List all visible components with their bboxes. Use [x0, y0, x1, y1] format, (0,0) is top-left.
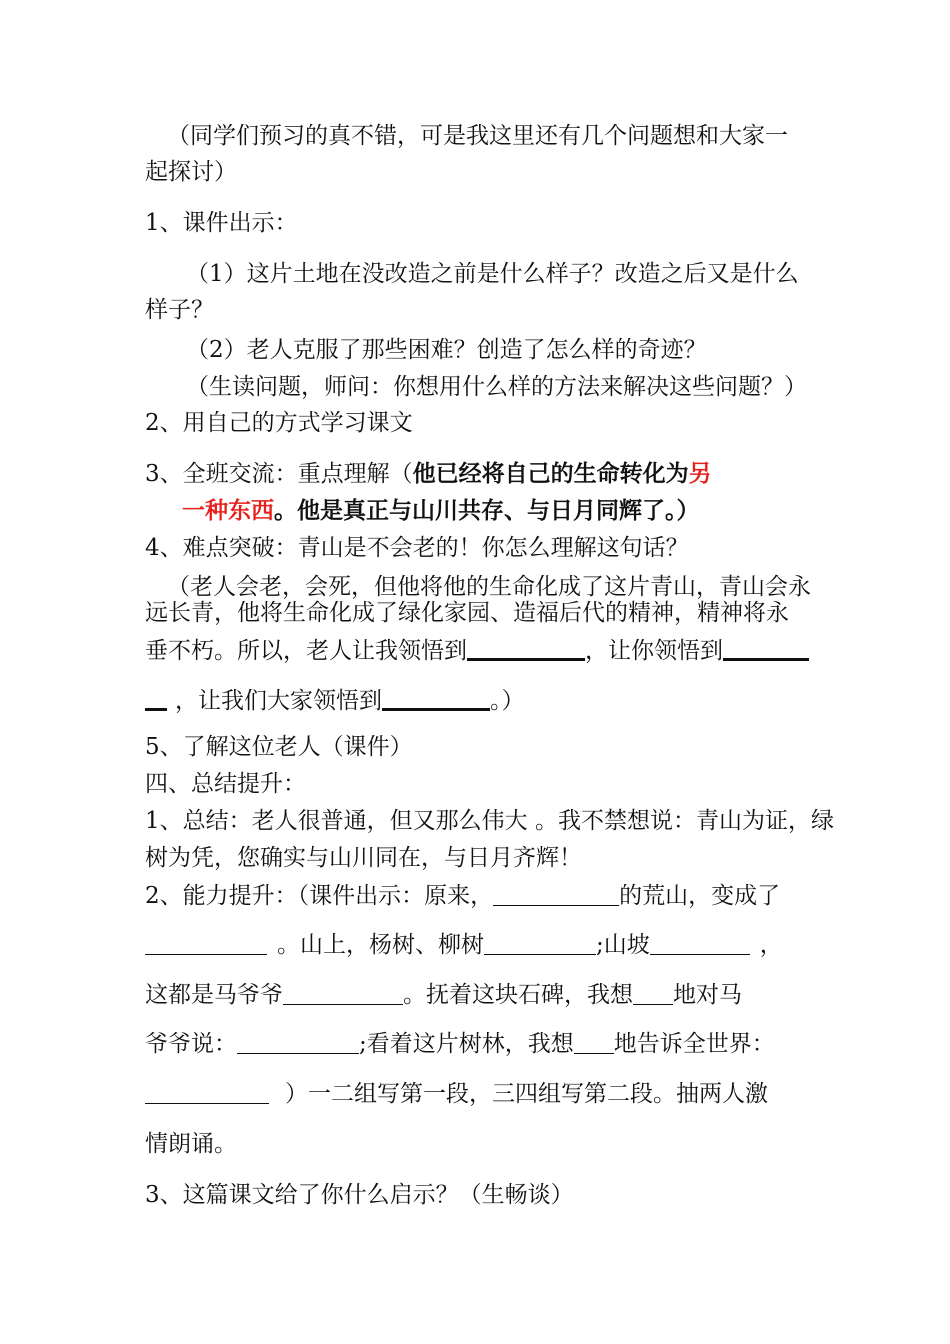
fill-blank-line: ）一二组写第一段，三四组写第二段。抽两人激: [145, 1079, 768, 1109]
paragraph-line: 树为凭，您确实与山川同在，与日月齐辉！: [145, 845, 582, 871]
fill-blank-line: 垂不朽。所以，老人让我领悟到 ，让你领悟到: [145, 634, 809, 666]
answer-blank[interactable]: [484, 930, 596, 955]
fill-blank-line: 。山上，杨树、柳树 ;山坡 ，: [145, 930, 783, 960]
answer-blank[interactable]: [650, 930, 750, 955]
answer-blank[interactable]: [145, 684, 167, 711]
key-point-prefix: 3、全班交流：重点理解（: [145, 461, 413, 487]
section-heading: 3、这篇课文给了你什么启示？（生畅谈）: [145, 1182, 574, 1208]
answer-blank[interactable]: [283, 980, 403, 1005]
fill-blank-line: 这都是马爷爷 。抚着这块石碑，我想 地对马: [145, 982, 742, 1008]
section-heading: 1、课件出示：: [145, 210, 298, 236]
paragraph-line: 远长青，他将生命化成了绿化家园、造福后代的精神，精神将永: [145, 600, 789, 626]
paragraph-line: （生读问题，师问：你想用什么样的方法来解决这些问题？）: [186, 374, 807, 400]
section-heading: 2、用自己的方式学习课文: [145, 410, 413, 436]
answer-blank[interactable]: [467, 634, 585, 661]
answer-blank[interactable]: [382, 684, 490, 711]
paragraph-line: 1、总结：老人很普通，但又那么伟大 。我不禁想说：青山为证，绿: [145, 808, 834, 834]
section-heading: 4、难点突破：青山是不会老的！你怎么理解这句话？: [145, 535, 689, 561]
answer-blank[interactable]: [493, 881, 619, 906]
fill-blank-line: 爷爷说： ;看着这片树林，我想 地告诉全世界：: [145, 1031, 775, 1057]
answer-blank[interactable]: [723, 634, 809, 661]
answer-blank[interactable]: [574, 1029, 614, 1054]
paragraph-line: （老人会老，会死，但他将他的生命化成了这片青山，青山会永: [167, 574, 811, 600]
answer-blank[interactable]: [145, 1079, 269, 1104]
key-sentence-highlight: 一种东西: [182, 497, 274, 524]
answer-blank[interactable]: [633, 980, 673, 1005]
question-line: （1）这片土地在没改造之前是什么样子？改造之后又是什么: [186, 261, 799, 287]
key-sentence-highlight: 另: [688, 460, 712, 487]
paragraph-line: 起探讨）: [145, 159, 237, 185]
paragraph-line: （同学们预习的真不错，可是我这里还有几个问题想和大家一: [167, 123, 788, 149]
key-sentence: 。他是真正与山川共存、与日月同辉了。）: [274, 497, 700, 524]
question-line: 样子？: [145, 297, 214, 323]
answer-blank[interactable]: [145, 930, 267, 955]
key-point-line: [145, 459, 712, 489]
section-heading: 5、了解这位老人（课件）: [145, 734, 413, 760]
paragraph-line: 情朗诵。: [145, 1131, 237, 1157]
chapter-heading: 四、总结提升：: [145, 771, 306, 797]
key-point-line: [182, 496, 700, 526]
question-line: （2）老人克服了那些困难？创造了怎么样的奇迹？: [186, 337, 707, 363]
key-sentence: 他已经将自己的生命转化为: [412, 460, 689, 487]
fill-blank-line: ，让我们大家领悟到 。）: [145, 684, 525, 716]
answer-blank[interactable]: [237, 1029, 359, 1054]
fill-blank-line: 2、能力提升：（课件出示：原来， 的荒山，变成了: [145, 883, 781, 909]
